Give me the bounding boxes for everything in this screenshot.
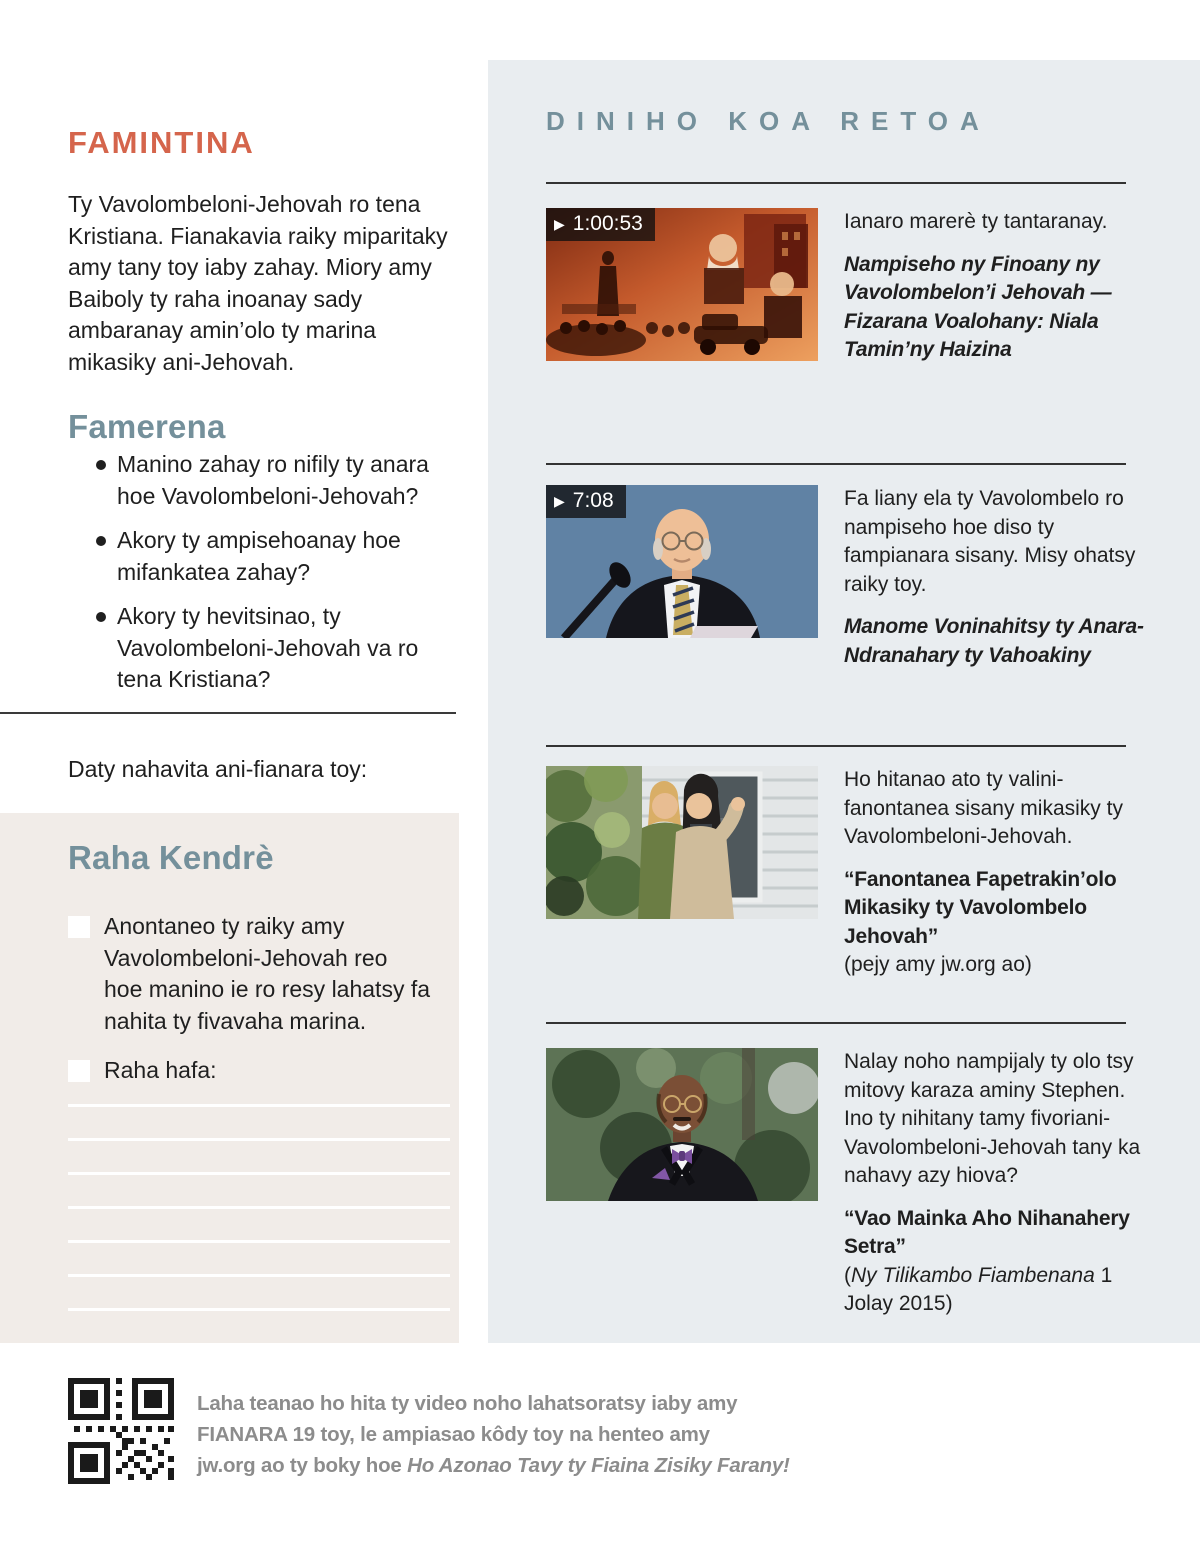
video-thumbnail-history[interactable] xyxy=(546,208,818,361)
summary-heading: FAMINTINA xyxy=(68,124,255,160)
source-date: 1 Jolay 2015) xyxy=(844,1263,1113,1315)
duration-badge xyxy=(546,485,626,518)
video-thumbnail-speaker[interactable] xyxy=(546,485,818,638)
article-entry-text xyxy=(844,1048,1150,1319)
article-title[interactable]: “Vao Mainka Aho Nihanahery Setra” xyxy=(844,1206,1130,1258)
write-line[interactable] xyxy=(68,1206,450,1209)
goal-box xyxy=(0,813,459,1343)
video-entry-text xyxy=(844,485,1150,670)
article-entry-text xyxy=(844,766,1150,980)
see-also-panel xyxy=(488,60,1200,1343)
completion-date-label: Daty nahavita ani-fianara toy: xyxy=(68,756,368,782)
footer-instructions xyxy=(197,1388,797,1481)
left-column-divider xyxy=(0,712,456,714)
write-line[interactable] xyxy=(68,1274,450,1277)
checkbox[interactable] xyxy=(68,916,90,938)
duration-badge xyxy=(546,208,655,241)
review-question xyxy=(96,449,464,512)
duration-text: 1:00:53 xyxy=(572,212,643,235)
qr-code xyxy=(68,1378,174,1484)
source-prefix: ( xyxy=(844,1263,851,1287)
write-line[interactable] xyxy=(68,1240,450,1243)
bullet-icon xyxy=(96,612,106,622)
article-note: (pejy amy jw.org ao) xyxy=(844,953,1032,976)
bullet-icon xyxy=(96,460,106,470)
review-question-text: Akory ty hevitsinao, ty Vavolombeloni-Jehovah va ro tena Kristiana? xyxy=(117,603,419,692)
panel-heading: DINIHO KOA RETOA xyxy=(546,106,991,136)
review-question xyxy=(96,601,464,696)
entry-divider xyxy=(546,1022,1126,1024)
goal-item xyxy=(68,1055,217,1087)
video-entry xyxy=(546,208,1150,365)
review-question xyxy=(96,525,464,588)
goal-heading: Raha Kendrè xyxy=(68,839,274,876)
write-line[interactable] xyxy=(68,1308,450,1311)
goal-item xyxy=(68,911,430,1037)
review-question-text: Akory ty ampisehoanay hoe mifankatea zahay? xyxy=(117,527,401,585)
footer-book-title: Ho Azonao Tavy ty Fiaina Zisiky Farany! xyxy=(407,1454,790,1477)
video-entry xyxy=(546,485,1150,670)
duration-text: 7:08 xyxy=(572,489,614,512)
summary-paragraph: Ty Vavolombeloni-Jehovah ro tena Kristiana. Fianakavia raiky miparitaky amy tany toy iaby zahay. Miory amy Baiboly ty raha inoanay sady ambaranay amin’olo ty marina mikasiky ani-Jehovah. xyxy=(68,191,448,375)
checkbox[interactable] xyxy=(68,1060,90,1082)
video-entry xyxy=(546,1048,1150,1319)
footer-line-1: Laha teanao ho hita ty video noho lahatsoratsy iaby amy xyxy=(197,1392,738,1415)
article-source xyxy=(844,1262,1150,1319)
video-intro: Fa liany ela ty Vavolombelo ro nampiseho hoe diso ty fampianara sisany. Misy ohatsy raiky toy. xyxy=(844,487,1136,596)
article-intro: Ho hitanao ato ty valini-fanontanea sisany mikasiky ty Vavolombeloni-Jehovah. xyxy=(844,768,1123,848)
smiling-brother-illustration xyxy=(546,1048,818,1201)
write-line[interactable] xyxy=(68,1138,450,1141)
review-heading: Famerena xyxy=(68,408,226,446)
footer-line-3-text: jw.org ao ty boky hoe xyxy=(197,1454,408,1477)
entry-divider xyxy=(546,182,1126,184)
review-question-list xyxy=(96,449,464,709)
video-entry xyxy=(546,766,1150,980)
footer-line-2: FIANARA 19 toy, le ampiasao kôdy toy na henteo amy xyxy=(197,1423,710,1446)
goal-item-text: Raha hafa: xyxy=(104,1057,217,1083)
play-icon: ▶ xyxy=(554,216,565,232)
video-entry-text xyxy=(844,208,1150,365)
play-icon: ▶ xyxy=(554,493,565,509)
entry-divider xyxy=(546,745,1126,747)
article-thumbnail-brother[interactable] xyxy=(546,1048,818,1201)
door-ministry-illustration xyxy=(546,766,818,919)
article-intro: Nalay noho nampijaly ty olo tsy mitovy karaza aminy Stephen. Ino ty nihitany tamy fivoriani-Vavolombeloni-Jehovah tany ka nahavy azy hiova? xyxy=(844,1050,1141,1187)
footer-line-3 xyxy=(197,1450,797,1481)
write-line[interactable] xyxy=(68,1104,450,1107)
review-question-text: Manino zahay ro nifily ty anara hoe Vavolombeloni-Jehovah? xyxy=(117,451,429,509)
write-line[interactable] xyxy=(68,1172,450,1175)
entry-divider xyxy=(546,463,1126,465)
bullet-icon xyxy=(96,536,106,546)
article-title[interactable]: “Fanontanea Fapetrakin’olo Mikasiky ty Vavolombelo Jehovah” xyxy=(844,867,1117,948)
source-publication: Ny Tilikambo Fiambenana xyxy=(851,1263,1095,1287)
goal-item-text: Anontaneo ty raiky amy Vavolombeloni-Jehovah reo hoe manino ie ro resy lahatsy fa nahita ty fivavaha marina. xyxy=(104,913,431,1034)
video-title[interactable]: Manome Voninahitsy ty Anara-Ndranahary ty Vahoakiny xyxy=(844,615,1144,667)
video-intro: Ianaro marerè ty tantaranay. xyxy=(844,210,1108,233)
video-title[interactable]: Nampiseho ny Finoany ny Vavolombelon’i Jehovah —Fizarana Voalohany: Niala Tamin’ny Haizina xyxy=(844,252,1112,361)
article-thumbnail-ministry[interactable] xyxy=(546,766,818,919)
